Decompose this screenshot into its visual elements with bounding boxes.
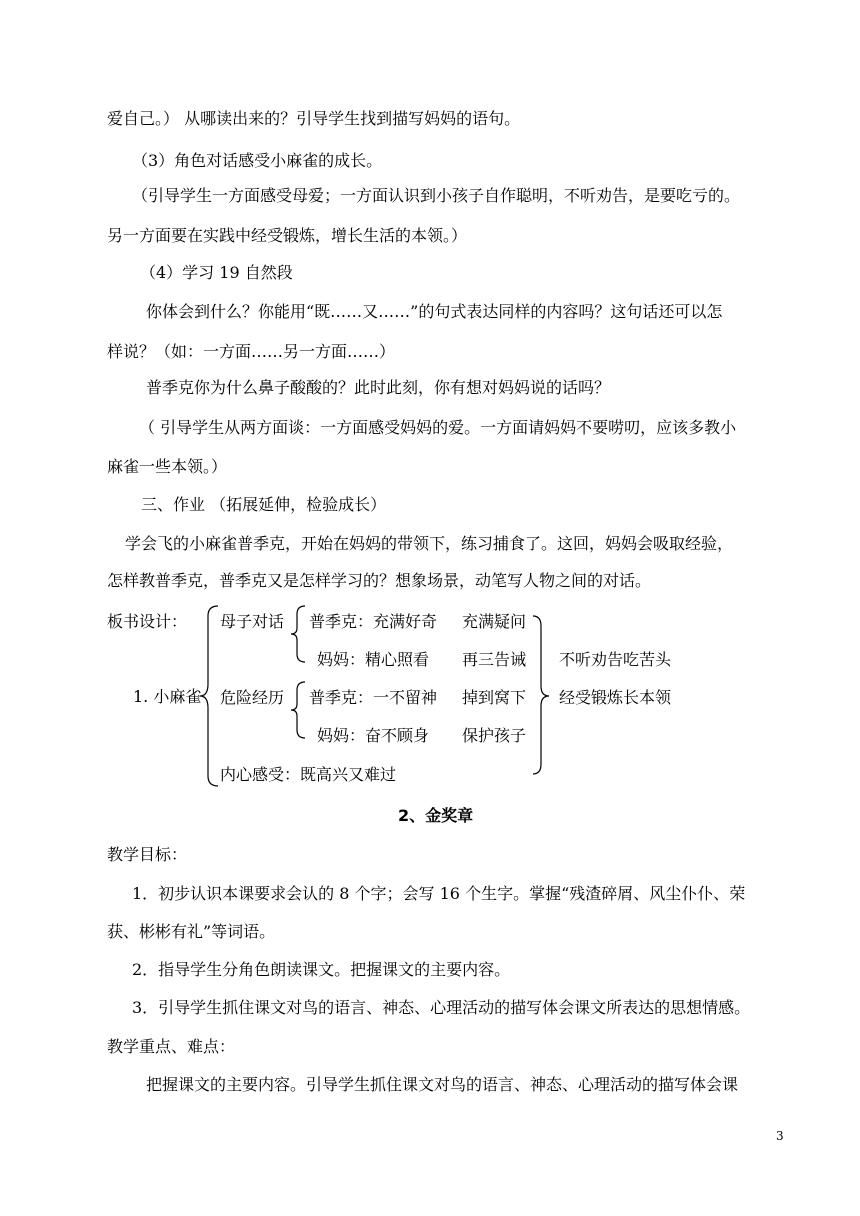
paragraph-line: 学会飞的小麻雀普季克，开始在妈妈的带领下，练习捕食了。这回，妈妈会吸取经验， — [125, 534, 734, 553]
board-item: 妈妈：精心照看 — [317, 650, 430, 669]
goal-line: 2．指导学生分角色朗读课文。把握课文的主要内容。 — [132, 960, 511, 979]
board-item: 普季克：充满好奇 — [309, 612, 438, 631]
paragraph-line: （3）角色对话感受小麻雀的成长。 — [132, 151, 383, 170]
paragraph-line: 怎样教普季克，普季克又是怎样学习的？想象场景，动笔写人物之间的对话。 — [107, 571, 652, 590]
paragraph-line: 麻雀一些本领。） — [107, 457, 228, 476]
paragraph-line: （4）学习 19 自然段 — [140, 263, 293, 282]
board-item: 妈妈：奋不顾身 — [317, 726, 430, 745]
paragraph-line: 你体会到什么？你能用“既……又……”的句式表达同样的内容吗？这句话还可以怎 — [146, 302, 723, 321]
board-item: 充满疑问 — [462, 612, 527, 631]
page-number: 3 — [776, 1129, 784, 1143]
paragraph-line: 爱自己。） 从哪读出来的？引导学生找到描写妈妈的语句。 — [107, 109, 521, 128]
lesson-title: 2、金奖章 — [398, 806, 474, 825]
paragraph-line: 普季克你为什么鼻子酸酸的？此时此刻，你有想对妈妈说的话吗？ — [146, 378, 611, 397]
goals-heading: 教学目标： — [107, 845, 188, 864]
board-item: 保护孩子 — [462, 726, 527, 745]
goal-line: 1．初步认识本课要求会认的 8 个字；会写 16 个生字。掌握“残渣碎屑、风尘仆仆、荣 — [132, 884, 746, 903]
section-heading: 三、作业 （拓展延伸，检验成长） — [141, 495, 387, 514]
board-branch-1: 母子对话 — [220, 612, 285, 631]
key-heading: 教学重点、难点： — [107, 1037, 236, 1056]
goal-line: 3．引导学生抓住课文对鸟的语言、神态、心理活动的描写体会课文所表达的思想情感。 — [132, 998, 751, 1017]
paragraph-line: 样说？（如：一方面……另一方面……） — [107, 342, 396, 361]
goal-line: 获、彬彬有礼”等词语。 — [107, 922, 276, 941]
board-label: 板书设计： — [107, 612, 188, 631]
key-text: 把握课文的主要内容。引导学生抓住课文对鸟的语言、神态、心理活动的描写体会课 — [146, 1075, 739, 1094]
board-item: 掉到窝下 — [462, 688, 527, 707]
board-root: 1. 小麻雀 — [133, 687, 202, 706]
board-conclusion: 经受锻炼长本领 — [559, 688, 672, 707]
paragraph-line: （引导学生一方面感受母爱；一方面认识到小孩子自作聪明，不听劝告，是要吃亏的。 — [132, 186, 741, 205]
board-item: 普季克：一不留神 — [309, 688, 438, 707]
board-branch-3: 内心感受：既高兴又难过 — [220, 765, 397, 784]
board-conclusion: 不听劝告吃苦头 — [559, 650, 672, 669]
board-branch-2: 危险经历 — [220, 688, 285, 707]
paragraph-line: （ 引导学生从两方面谈：一方面感受妈妈的爱。一方面请妈妈不要唠叨，应该多教小 — [139, 418, 737, 437]
paragraph-line: 另一方面要在实践中经受锻炼，增长生活的本领。） — [107, 226, 468, 245]
board-item: 再三告诫 — [462, 650, 527, 669]
